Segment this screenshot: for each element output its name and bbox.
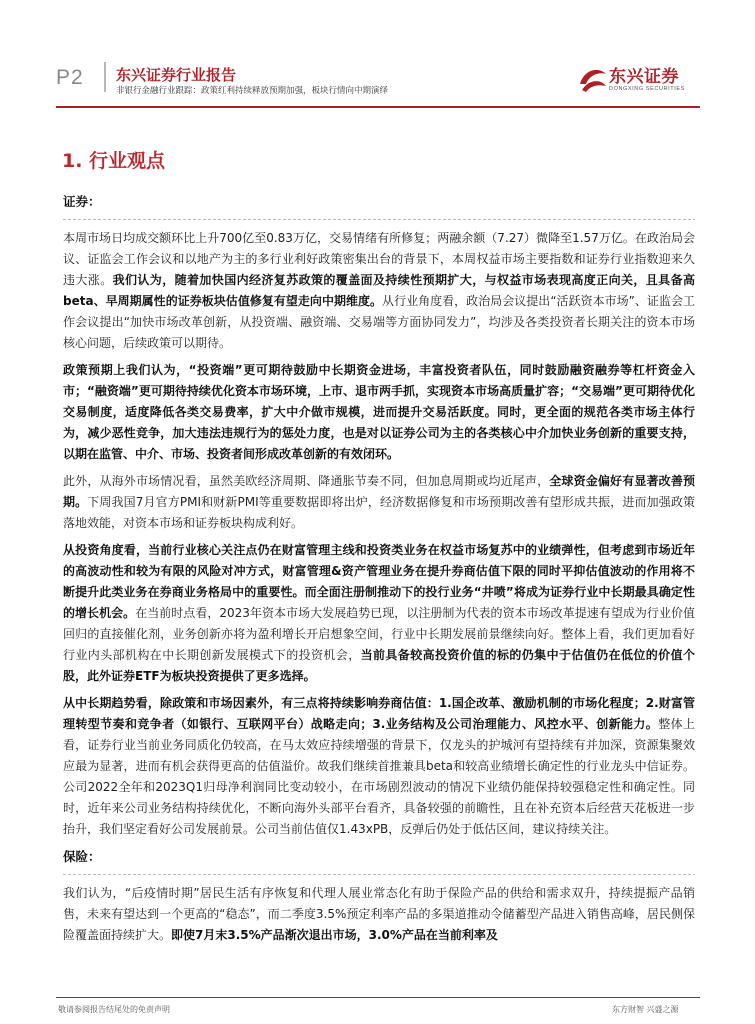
header-rule xyxy=(56,106,700,108)
body-text: 本周市场日均成交额环比上升700亿至0.83万亿，交易情绪有所修复；两融余额（7.27）微降至1.57万亿。在政治局会议、证监会工作会议和以地产为主的多行业利好政策密集出台的背景下，本周权益市场主要指数和证券行业指数迎来久违大涨。 xyxy=(63,231,695,287)
securities-paragraph-2 xyxy=(63,360,695,465)
emphasis-text: 全球资金偏好有显著改善预期。 xyxy=(63,474,695,509)
body-text: 下周我国7月官方PMI和财新PMI等重要数据即将出炉，经济数据修复和市场预期改善有望形成共振，进而加强政策落地效能，对资本市场和证券板块构成利好。 xyxy=(63,495,695,530)
page-number: P2 xyxy=(56,66,84,89)
section-title: 1. 行业观点 xyxy=(62,150,166,172)
header-divider xyxy=(104,62,106,92)
emphasis-text: 从投资角度看，当前行业核心关注点仍在财富管理主线和投资类业务在权益市场复苏中的业绩弹性，但考虑到市场近年的高波动性和较为有限的风险对冲方式，财富管理&资产管理业务在提升券商估值下限的同时平抑估值波动的作用将不断提升此类业务在券商业务格局中的重要性。而全面注册制推动下的投行业务“井喷”将成为证券行业中长期最具确定性的增长机会。 xyxy=(63,543,695,620)
heading-divider xyxy=(63,219,695,220)
insurance-paragraph-1 xyxy=(63,883,695,946)
page-header xyxy=(0,0,755,100)
body-text: 从行业角度看，政治局会议提出“活跃资本市场”、证监会工作会议提出“加快市场改革创新，从投资端、融资端、交易端等方面协同发力”，均涉及各类投资者长期关注的资本市场核心问题，后续政策可以期待。 xyxy=(63,294,695,350)
emphasis-text: 政策预期上我们认为，“投资端”更可期待鼓励中长期资金进场，丰富投资者队伍，同时鼓励融资融券等杠杆资金入市；“融资端”更可期待持续优化资本市场环境，上市、退市两手抓，实现资本市场高质量扩容；“交易端”更可期待优化交易制度，适度降低各类交易费率，扩大中介做市规模，进而提升交易活跃度。同时，更全面的规范各类市场主体行为，减少恶性竞争，加大违法违规行为的惩处力度，也是对以证券公司为主的各类核心中介加快业务创新的重要支持，以期在监管、中介、市场、投资者间形成改革创新的有效闭环。 xyxy=(63,363,695,461)
report-title: 东兴证券行业报告 xyxy=(116,66,237,84)
footer-disclaimer: 敬请参阅报告结尾处的免责声明 xyxy=(58,1005,170,1014)
emphasis-text: 即使7月末3.5%产品渐次退出市场，3.0%产品在当前利率及 xyxy=(171,928,498,942)
insurance-heading: 保险： xyxy=(63,849,101,864)
emphasis-text: 我们认为，随着加快国内经济复苏政策的覆盖面及持续性预期扩大，与权益市场表现高度正向关，且具备高beta、早周期属性的证券板块估值修复有望走向中期维度。 xyxy=(63,273,695,308)
report-subtitle: 非银行金融行业跟踪：政策红利持续释放预期加强，板块行情向中期演绎 xyxy=(116,86,389,96)
emphasis-text: 当前具备较高投资价值的标的仍集中于估值仍在低位的价值个股，此外证券ETF为板块投资提供了更多选择。 xyxy=(63,648,695,683)
body-text: 我们认为，“后疫情时期”居民生活有序恢复和代理人展业常态化有助于保险产品的供给和需求双升，持续提振产品销售，未来有望达到一个更高的“稳态”，而二季度3.5%预定利率产品的多渠道推动令储蓄型产品进入销售高峰，居民侧保险覆盖面持续扩大。 xyxy=(63,886,695,942)
securities-paragraph-4 xyxy=(63,540,695,687)
logo-name-en: DONGXING SECURITIES xyxy=(609,86,685,92)
securities-paragraph-5 xyxy=(63,693,695,840)
report-body xyxy=(63,191,695,946)
body-text: 在当前时点看，2023年资本市场大发展趋势已现，以注册制为代表的资本市场改革提速有望成为行业价值回归的直接催化剂，业务创新亦将为盈利增长开启想象空间，行业中长期发展前景继续向好。整体上看，我们更加看好行业内头部机构在中长期创新发展模式下的投资机会， xyxy=(63,606,695,662)
body-text: 整体上看，证券行业当前业务同质化仍较高，在马太效应持续增强的背景下，仅龙头的护城河有望持续有并加深，资源集聚效应最为显著，进而有机会获得更高的估值溢价。故我们继续首推兼具beta和较高业绩增长确定性的行业龙头中信证券。公司2022全年和2023Q1归母净利润同比变动较小，在市场剧烈波动的情况下业绩仍能保持较强稳定性和确定性。同时，近年来公司业务结构持续优化，不断向海外头部平台看齐，具备较强的前瞻性，且在补充资本后经营天花板进一步抬升，我们坚定看好公司发展前景。公司当前估值仅1.43xPB，反弹后仍处于低估区间，建议持续关注。 xyxy=(63,717,695,836)
securities-paragraph-1 xyxy=(63,228,695,354)
securities-heading: 证券： xyxy=(63,194,101,209)
logo-name-cn: 东兴证券 xyxy=(609,67,679,87)
footer-slogan: 东方财智 兴盛之源 xyxy=(612,1005,679,1014)
emphasis-text: 从中长期趋势看，除政策和市场因素外，有三点将持续影响券商估值：1.国企改革、激励机制的市场化程度；2.财富管理转型节奏和竞争者（如银行、互联网平台）战略走向；3.业务结构及公司治理能力、风控水平、创新能力。 xyxy=(63,696,695,731)
heading-divider xyxy=(63,874,695,875)
footer-rule xyxy=(56,997,700,998)
body-text: 此外，从海外市场情况看，虽然美欧经济周期、降通胀节奏不同，但加息周期或均近尾声， xyxy=(63,474,550,488)
securities-paragraph-3 xyxy=(63,471,695,534)
